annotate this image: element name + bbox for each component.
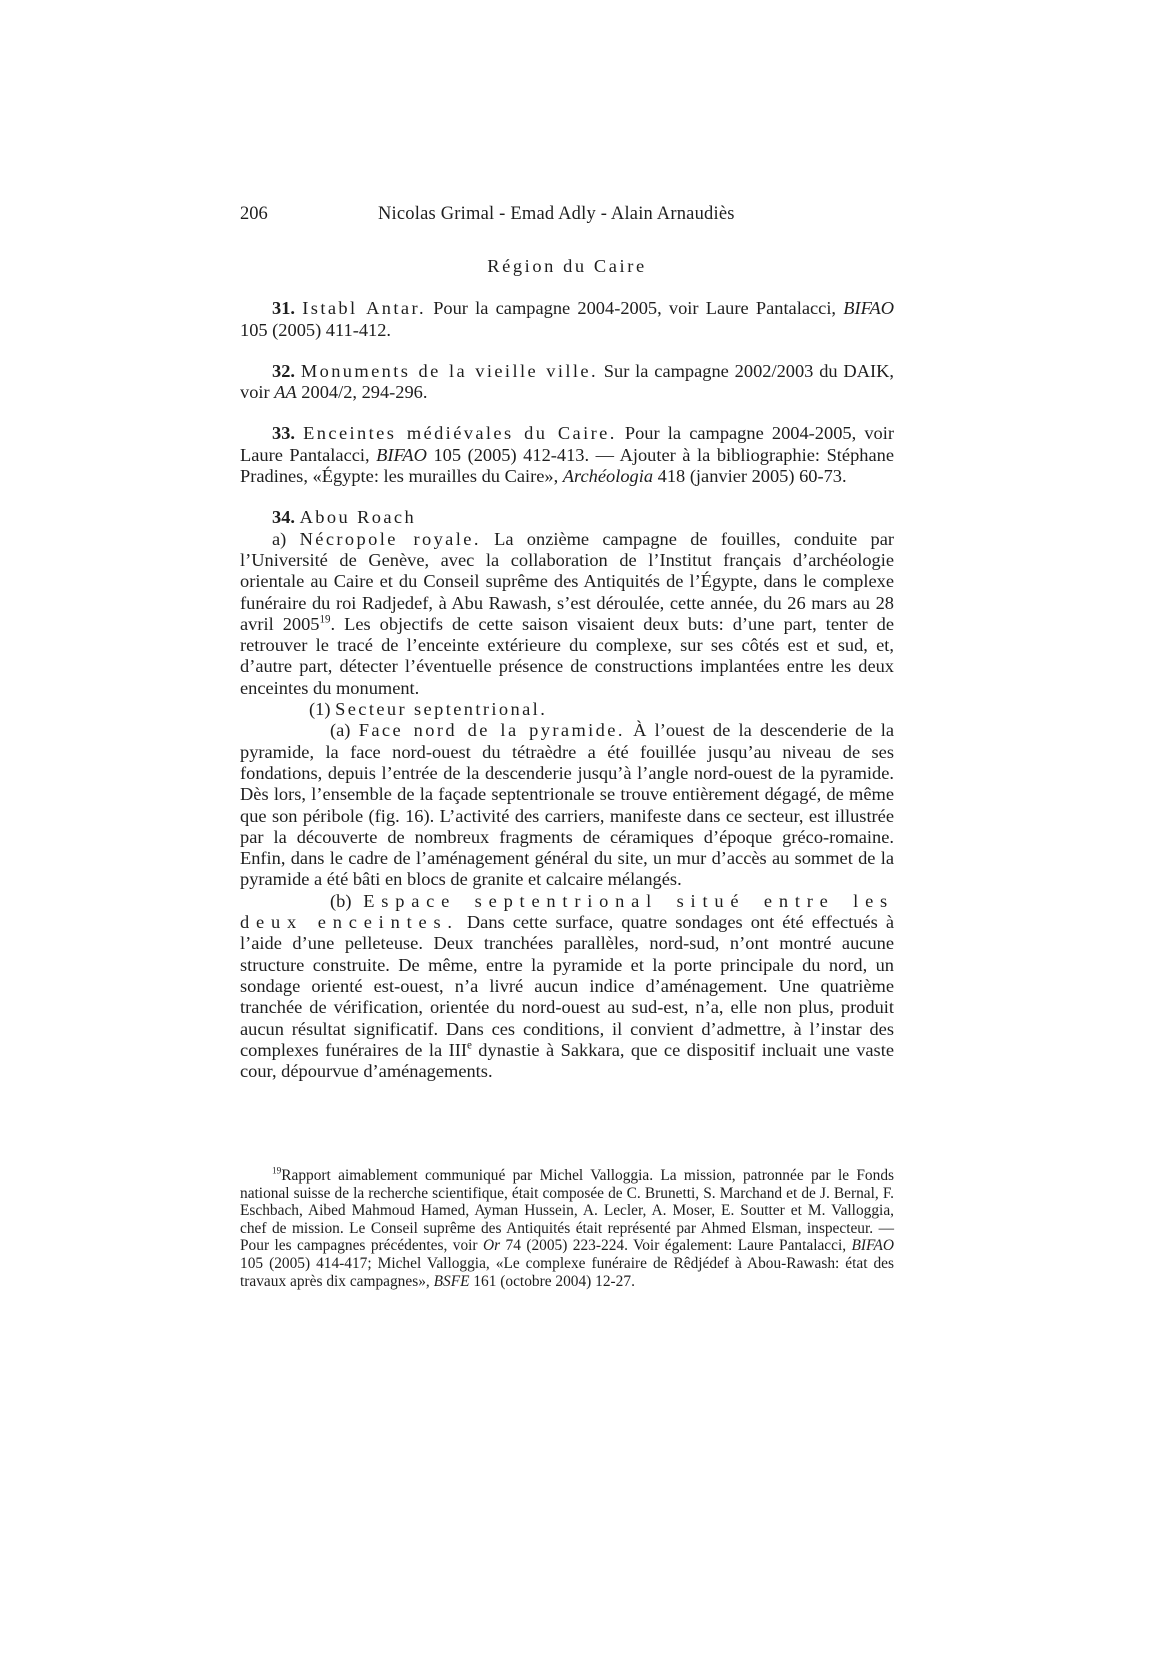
journal-title: Archéologia: [562, 466, 654, 487]
entry-number: 32.: [272, 360, 295, 381]
paragraph-face-nord: (a) Face nord de la pyramide. À l’ouest de la descenderie de la pyramide, la face nord-ouest du tétraèdre a été fouillée jusqu’au niveau de ses fondations, depuis l’entrée de la descenderie jusqu’à l’angle nord-ouest de la pyramide. Dès lors, l’ensemble de la façade septentrionale se trouve entièrement dégagé, de même que son péribole (fig. 16). L’activité des carriers, manifeste dans ce secteur, est illustrée par la découverte de nombreux fragments de céramiques d’époque gréco-romaine. Enfin, dans le cadre de l’aménagement général du site, un mur d’accès au sommet de la pyramide a été bâti en blocs de granite et calcaire mélangés.: [240, 720, 894, 890]
journal-abbrev: BSFE: [433, 1272, 470, 1290]
section-title: Région du Caire: [487, 256, 647, 276]
superscript: e: [466, 1039, 472, 1052]
entry-31: 31. Istabl Antar. Pour la campagne 2004-2005, voir Laure Pantalacci, BIFAO 105 (2005) 411-412.: [240, 298, 894, 340]
entry-33: 33. Enceintes médiévales du Caire. Pour la campagne 2004-2005, voir Laure Pantalacci, BIFAO 105 (2005) 412-413. — Ajouter à la bibliographie: Stéphane Pradines, «Égypte: les murailles du Caire», Archéologia 418 (janvier 2005) 60-73.: [240, 423, 894, 487]
subsection-title: Face nord de la pyramide.: [358, 720, 625, 741]
subsection-title: Secteur septentrional.: [335, 699, 548, 720]
subsection-title: Nécropole royale.: [299, 528, 481, 549]
footnote: [240, 1167, 894, 1290]
footnote-19: $^{19}$Rapport aimablement communiqué par Michel Valloggia. La mission, patronnée par le Fonds national suisse de la recherche scientifique, était composée de C. Brunetti, S. Marchand et de J. Bernal, F. Eschbach, Aibed Mahmoud Hamed, Ayman Hussein, A. Lecler, A. Moser, E. Soutter et M. Valloggia, chef de mission. Le Conseil suprême des Antiquités était représenté par Ahmed Elsman, inspecteur. — Pour les campagnes précédentes, voir Or 74 (2005) 223-224. Voir également: Laure Pantalacci, BIFAO 105 (2005) 414-417; Michel Valloggia, «Le complexe funéraire de Rêdjédef à Abou-Rawash: état des travaux après dix campagnes», BSFE 161 (octobre 2004) 12-27.: [240, 1165, 894, 1290]
running-title: Nicolas Grimal - Emad Adly - Alain Arnaudiès: [378, 204, 735, 224]
journal-abbrev: BIFAO: [843, 298, 894, 319]
entry-title: Enceintes médiévales du Caire.: [303, 423, 617, 444]
journal-abbrev: BIFAO: [376, 444, 427, 465]
footnote-ref: 19: [319, 613, 331, 626]
journal-abbrev: Or: [482, 1237, 501, 1255]
paragraph-necropole: a) Nécropole royale. La onzième campagne de fouilles, conduite par l’Université de Genève, avec la collaboration de l’Institut français d’archéologie orientale au Caire et du Conseil suprême des Antiquités de l’Égypte, dans le complexe funéraire du roi Radjedef, à Abu Rawash, s’est déroulée, cette année, du 26 mars au 28 avril 2005$^{19}$. Les objectifs de cette saison visaient deux buts: d’une part, tenter de retrouver le tracé de l’enceinte extérieure du complexe, sur ses côtés est et sud, et, d’autre part, détecter l’éventuelle présence de constructions implantées entre les deux enceintes du monument.: [240, 528, 894, 698]
entry-title: Monuments de la vieille ville.: [300, 360, 598, 381]
entry-32: 32. Monuments de la vieille ville. Sur la campagne 2002/2003 du DAIK, voir AA 2004/2, 294-296.: [240, 360, 894, 403]
entry-title: Istabl Antar.: [302, 298, 426, 319]
entry-title: Abou Roach: [299, 507, 417, 528]
heading-secteur: (1) Secteur septentrional.: [309, 699, 548, 720]
entry-number: 34.: [272, 507, 295, 528]
subsection-title: Espace septentrional situé entre les deux enceintes.: [240, 890, 895, 933]
main-text: [240, 256, 894, 1082]
entry-number: 31.: [272, 298, 295, 319]
page-header: [240, 204, 894, 230]
page-number: 206: [240, 204, 268, 224]
paragraph-espace: (b) Espace septentrional situé entre les deux enceintes. Dans cette surface, quatre sondages ont été effectués à l’aide d’une pelleteuse. Deux tranchées parallèles, nord-sud, n’ont montré aucune structure construite. De même, entre la pyramide et la porte principale du nord, un sondage orienté est-ouest, n’a livré aucun indice d’aménagement. Une quatrième tranchée de vérification, orientée du nord-ouest au sud-est, n’a, elle non plus, produit aucun résultat significatif. Dans ces conditions, il convient d’admettre, à l’instar des complexes funéraires de la IIIe dynastie à Sakkara, que ce dispositif incluait une vaste cour, dépourvue d’aménagements.: [240, 890, 895, 1082]
footnote-number: 19: [272, 1165, 282, 1176]
journal-abbrev: BIFAO: [851, 1237, 894, 1255]
journal-abbrev: AA: [274, 382, 297, 403]
entry-number: 33.: [272, 423, 295, 444]
entry-34-heading: [240, 507, 894, 528]
